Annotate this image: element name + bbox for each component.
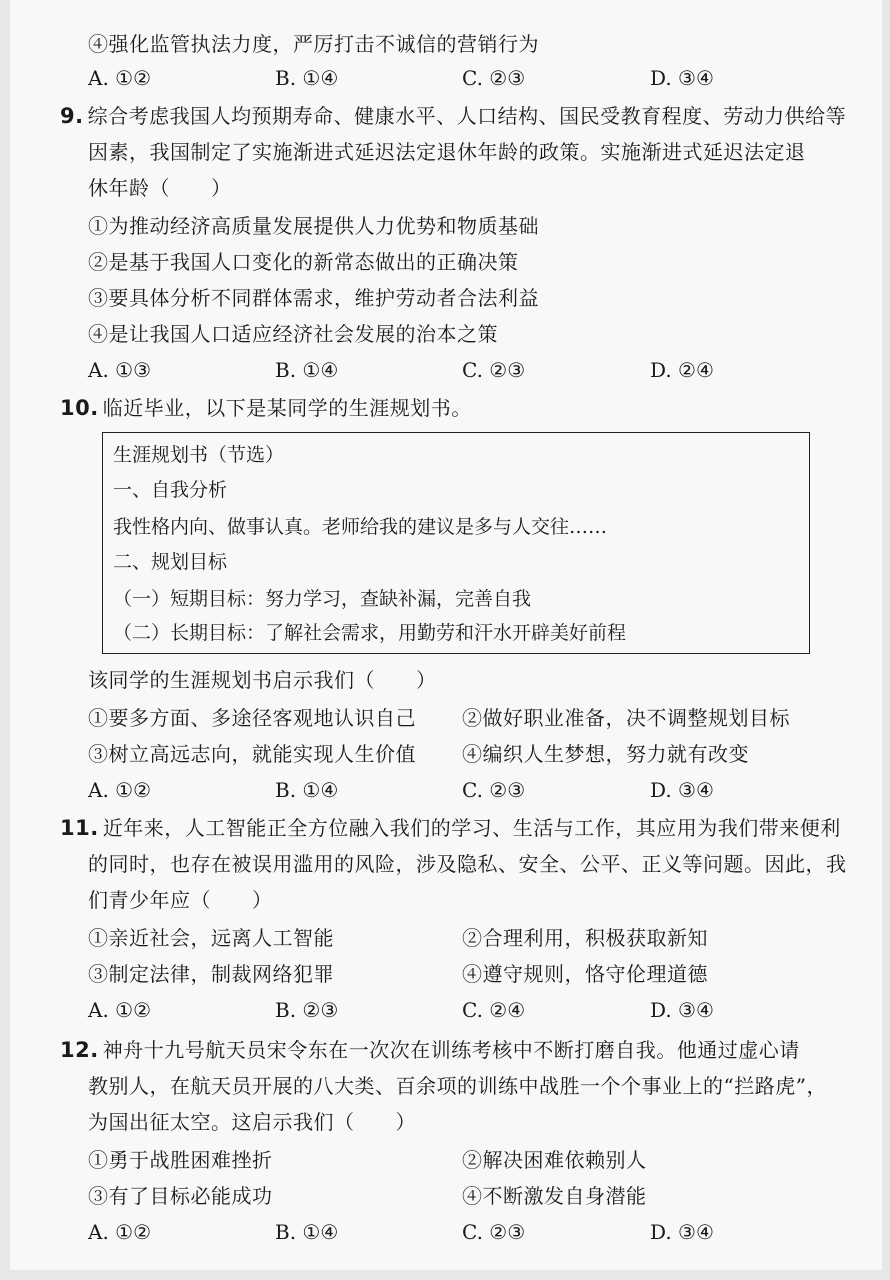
q11-stem-line-1 xyxy=(60,814,841,842)
q10-item-2: ②做好职业准备，决不调整规划目标 xyxy=(462,706,790,730)
q11-item-3: ③制定法律，制裁网络犯罪 xyxy=(88,962,334,986)
q11-choice-a[interactable]: A. ①② xyxy=(88,998,152,1022)
q11-stem-line-3: 们青少年应（ ） xyxy=(88,888,273,912)
q11-number: 11. xyxy=(60,816,99,840)
q12-item-3: ③有了目标必能成功 xyxy=(88,1184,273,1208)
q9-stem-line-3: 休年龄（ ） xyxy=(88,176,232,200)
q12-stem-line-1 xyxy=(60,1036,800,1064)
q12-choice-a[interactable]: A. ①② xyxy=(88,1220,152,1244)
q11-choice-c[interactable]: C. ②④ xyxy=(462,998,526,1022)
q10-question: 该同学的生涯规划书启示我们（ ） xyxy=(88,668,437,692)
q12-stem-line-3: 为国出征太空。这启示我们（ ） xyxy=(88,1110,416,1134)
q12-stem-line-2: 教别人，在航天员开展的八大类、百余项的训练中战胜一个个事业上的“拦路虎”， xyxy=(88,1074,827,1098)
q9-stem-text-1: 综合考虑我国人均预期寿命、健康水平、人口结构、国民受教育程度、劳动力供给等 xyxy=(87,104,847,128)
q9-choice-d[interactable]: D. ②④ xyxy=(650,358,714,382)
q9-item-4: ④是让我国人口适应经济社会发展的治本之策 xyxy=(88,322,498,346)
q8-choice-a[interactable]: A. ①② xyxy=(88,66,152,90)
q9-choice-b[interactable]: B. ①④ xyxy=(275,358,339,382)
q11-choice-d[interactable]: D. ③④ xyxy=(650,998,714,1022)
q9-choice-a[interactable]: A. ①③ xyxy=(88,358,152,382)
q9-item-1: ①为推动经济高质量发展提供人力优势和物质基础 xyxy=(88,214,539,238)
q10-item-4: ④编织人生梦想，努力就有改变 xyxy=(462,742,749,766)
q11-item-4: ④遵守规则，恪守伦理道德 xyxy=(462,962,708,986)
q11-choice-b[interactable]: B. ②③ xyxy=(275,998,339,1022)
box-section-1: 一、自我分析 xyxy=(113,479,228,501)
q9-item-2: ②是基于我国人口变化的新常态做出的正确决策 xyxy=(88,250,519,274)
q12-choice-b[interactable]: B. ①④ xyxy=(275,1220,339,1244)
box-short-term-goal: （一）短期目标：努力学习，查缺补漏，完善自我 xyxy=(113,588,532,610)
box-long-term-goal: （二）长期目标：了解社会需求，用勤劳和汗水开辟美好前程 xyxy=(113,622,627,644)
q12-choice-d[interactable]: D. ③④ xyxy=(650,1220,714,1244)
q10-item-3: ③树立高远志向，就能实现人生价值 xyxy=(88,742,416,766)
q12-item-1: ①勇于战胜困难挫折 xyxy=(88,1148,273,1172)
q11-item-2: ②合理利用，积极获取新知 xyxy=(462,926,708,950)
q9-choice-c[interactable]: C. ②③ xyxy=(462,358,526,382)
q9-stem-line-2: 因素，我国制定了实施渐进式延迟法定退休年龄的政策。实施渐进式延迟法定退 xyxy=(88,140,806,164)
q10-stem-text: 临近毕业，以下是某同学的生涯规划书。 xyxy=(102,396,472,420)
q11-stem-line-2: 的同时，也存在被误用滥用的风险，涉及隐私、安全、公平、正义等问题。因此，我 xyxy=(88,852,847,876)
q12-item-2: ②解决困难依赖别人 xyxy=(462,1148,647,1172)
exam-page xyxy=(10,0,882,1270)
box-section-2: 二、规划目标 xyxy=(113,551,228,573)
box-line-self-analysis: 我性格内向、做事认真。老师给我的建议是多与人交往…… xyxy=(113,516,608,538)
q9-stem-line-1 xyxy=(60,102,846,130)
q11-stem-text-1: 近年来，人工智能正全方位融入我们的学习、生活与工作，其应用为我们带来便利 xyxy=(102,816,841,840)
q8-choice-d[interactable]: D. ③④ xyxy=(650,66,714,90)
q12-number: 12. xyxy=(60,1038,99,1062)
q8-item-4: ④强化监管执法力度，严厉打击不诚信的营销行为 xyxy=(88,32,539,56)
q10-choice-a[interactable]: A. ①② xyxy=(88,778,152,802)
box-title: 生涯规划书（节选） xyxy=(113,444,285,466)
q12-item-4: ④不断激发自身潜能 xyxy=(462,1184,647,1208)
q12-stem-text-1: 神舟十九号航天员宋令东在一次次在训练考核中不断打磨自我。他通过虚心请 xyxy=(102,1038,800,1062)
q11-item-1: ①亲近社会，远离人工智能 xyxy=(88,926,334,950)
q10-choice-d[interactable]: D. ③④ xyxy=(650,778,714,802)
q8-choice-b[interactable]: B. ①④ xyxy=(275,66,339,90)
q10-item-1: ①要多方面、多途径客观地认识自己 xyxy=(88,706,416,730)
q8-choice-c[interactable]: C. ②③ xyxy=(462,66,526,90)
career-plan-box xyxy=(102,432,810,654)
q10-stem xyxy=(60,394,472,422)
q10-choice-c[interactable]: C. ②③ xyxy=(462,778,526,802)
q9-item-3: ③要具体分析不同群体需求，维护劳动者合法利益 xyxy=(88,286,539,310)
q10-number: 10. xyxy=(60,396,99,420)
q9-number: 9. xyxy=(60,104,84,128)
q12-choice-c[interactable]: C. ②③ xyxy=(462,1220,526,1244)
q10-choice-b[interactable]: B. ①④ xyxy=(275,778,339,802)
